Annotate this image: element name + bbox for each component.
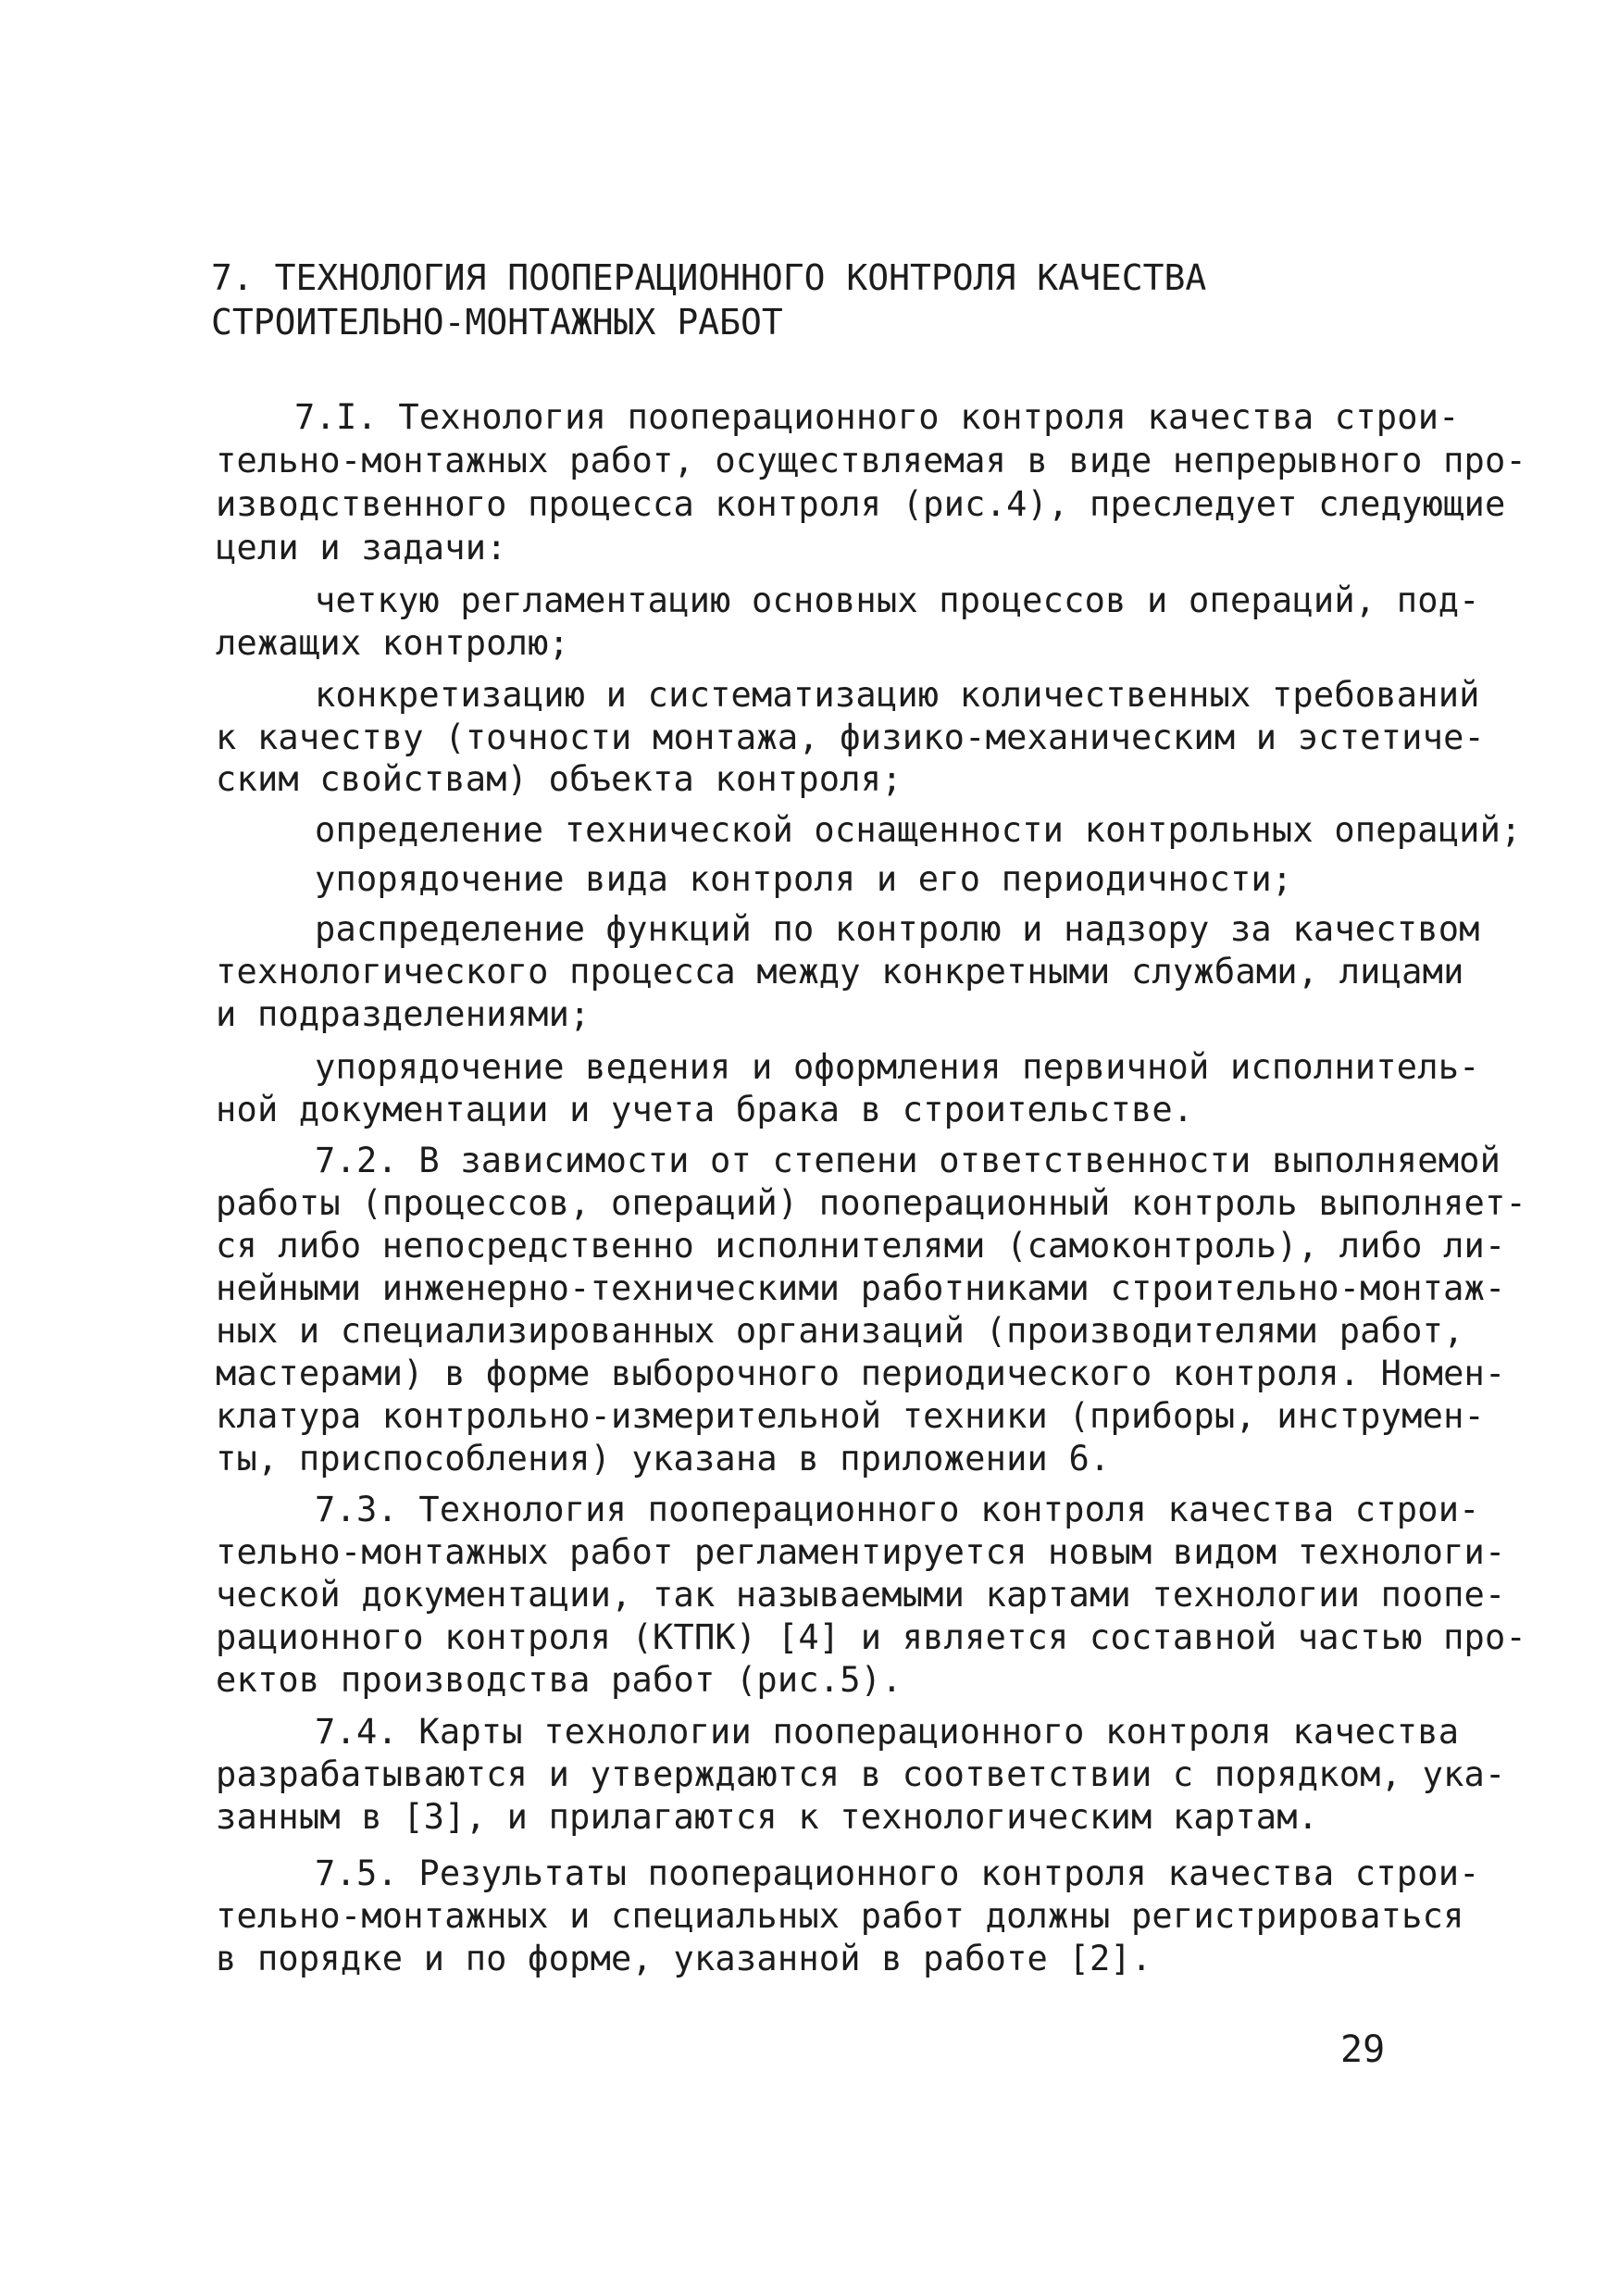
list-item-line: ной документации и учета брака в строительстве.: [216, 1090, 1194, 1129]
list-item-line: лежащих контролю;: [216, 623, 570, 663]
list-item-line: упорядочение вида контроля и его периодичности;: [315, 859, 1293, 899]
list-item-line: определение технической оснащенности контрольных операций;: [315, 810, 1522, 850]
paragraph-7-2-line: клатура контрольно-измерительной техники (приборы, инструмен-: [216, 1396, 1486, 1436]
paragraph-7-2-line: нейными инженерно-техническими работниками строительно-монтаж-: [216, 1268, 1506, 1308]
paragraph-7-2-line: работы (процессов, операций) пооперационный контроль выполняет-: [216, 1183, 1526, 1223]
list-item-line: упорядочение ведения и оформления первичной исполнитель-: [315, 1047, 1480, 1087]
paragraph-7-2-line: мастерами) в форме выборочного периодического контроля. Номен-: [216, 1354, 1506, 1393]
list-item-line: и подразделениями;: [216, 994, 591, 1034]
paragraph-7-3-line: ческой документации, так называемыми картами технологии поопе-: [216, 1575, 1506, 1615]
page-number: 29: [1340, 2028, 1386, 2071]
list-item-line: технологического процесса между конкретными службами, лицами: [216, 952, 1464, 992]
paragraph-7-2-line: ных и специализированных организаций (производителями работ,: [216, 1311, 1464, 1351]
paragraph-7-2-line: ты, приспособления) указана в приложении 6.: [216, 1439, 1111, 1479]
paragraph-7-5-line: 7.5. Результаты пооперационного контроля качества строи-: [315, 1853, 1480, 1893]
list-item-line: к качеству (точности монтажа, физико-механическим и эстетиче-: [216, 718, 1486, 757]
paragraph-7-3-line: 7.3. Технология пооперационного контроля качества строи-: [315, 1490, 1480, 1529]
paragraph-7-3-line: тельно-монтажных работ регламентируется новым видом технологи-: [216, 1532, 1506, 1572]
paragraph-7-4-line: занным в [3], и прилагаются к технологическим картам.: [216, 1797, 1319, 1837]
paragraph-7-4-line: 7.4. Карты технологии пооперационного контроля качества: [315, 1712, 1460, 1752]
paragraph-7-2-line: ся либо непосредственно исполнителями (самоконтроль), либо ли-: [216, 1226, 1506, 1266]
list-item-line: ским свойствам) объекта контроля;: [216, 759, 903, 799]
paragraph-7-2-line: 7.2. В зависимости от степени ответственности выполняемой: [315, 1141, 1501, 1180]
section-title-line-1: 7. ТЕХНОЛОГИЯ ПООПЕРАЦИОННОГО КОНТРОЛЯ КАЧЕСТВА: [211, 257, 1207, 298]
section-title-line-2: СТРОИТЕЛЬНО-МОНТАЖНЫХ РАБОТ: [211, 302, 783, 343]
paragraph-7-1-line: тельно-монтажных работ, осуществляемая в виде непрерывного про-: [216, 441, 1526, 480]
paragraph-7-5-line: в порядке и по форме, указанной в работе [2].: [216, 1939, 1152, 1978]
paragraph-7-3-line: рационного контроля (КТПК) [4] и является составной частью про-: [216, 1617, 1526, 1657]
paragraph-7-1-line: 7.I. Технология пооперационного контроля качества строи-: [294, 397, 1460, 437]
list-item-line: распределение функций по контролю и надзору за качеством: [315, 909, 1480, 949]
paragraph-7-1-line: изводственного процесса контроля (рис.4), преследует следующие: [216, 484, 1506, 524]
list-item-line: конкретизацию и систематизацию количественных требований: [315, 675, 1480, 715]
paragraph-7-1-line: цели и задачи:: [216, 528, 507, 568]
paragraph-7-5-line: тельно-монтажных и специальных работ должны регистрироваться: [216, 1896, 1464, 1936]
paragraph-7-3-line: ектов производства работ (рис.5).: [216, 1660, 903, 1700]
paragraph-7-4-line: разрабатываются и утверждаются в соответствии с порядком, ука-: [216, 1754, 1506, 1794]
list-item-line: четкую регламентацию основных процессов и операций, под-: [315, 580, 1480, 620]
